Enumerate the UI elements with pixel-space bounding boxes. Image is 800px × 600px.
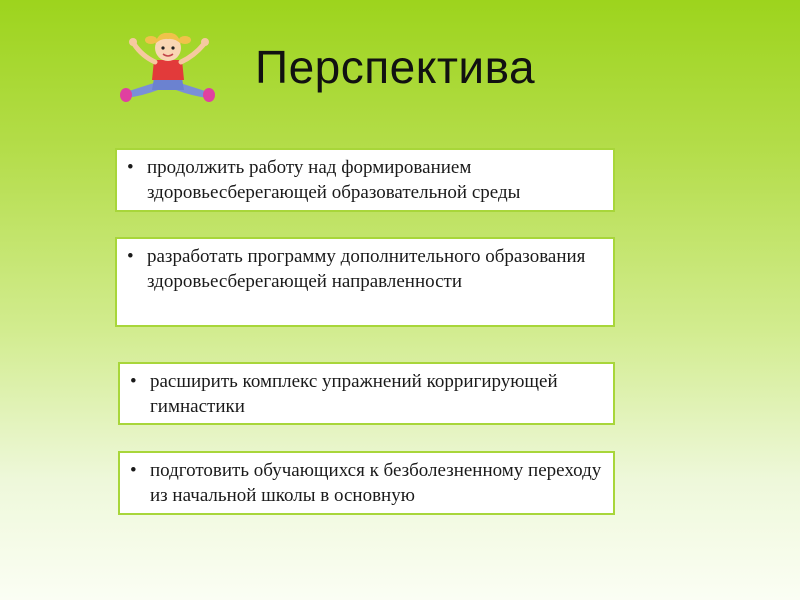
cartoon-girl-icon xyxy=(118,28,218,108)
bullet: • xyxy=(127,157,134,178)
list-item xyxy=(115,148,615,212)
list-item-text: продолжить работу над формированием здоровьесберегающей образовательной среды xyxy=(147,157,521,203)
list-item xyxy=(118,362,615,425)
list-item xyxy=(115,237,615,327)
bullet: • xyxy=(127,246,134,267)
list-item-text: разработать программу дополнительного образования здоровьесберегающей направленности xyxy=(147,246,586,292)
slide-title: Перспектива xyxy=(255,41,536,93)
list-item-text: расширить комплекс упражнений корригирующей гимнастики xyxy=(150,371,558,417)
list-item-text: подготовить обучающихся к безболезненному переходу из начальной школы в основную xyxy=(150,460,602,506)
list-item xyxy=(118,451,615,515)
bullet: • xyxy=(130,371,137,392)
bullet: • xyxy=(130,460,137,481)
